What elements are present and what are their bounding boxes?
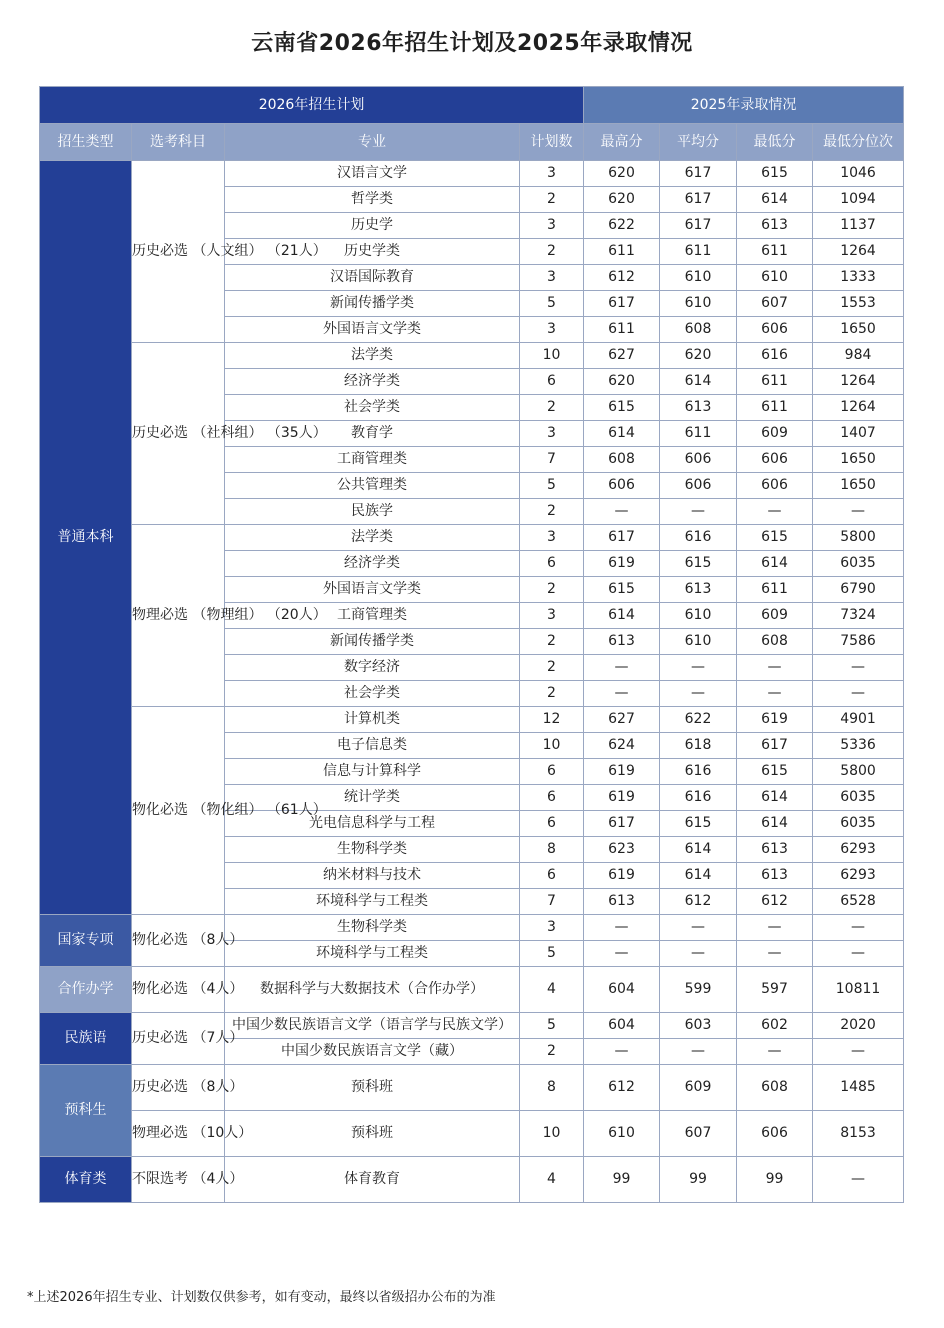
min-rank-cell: 5800: [813, 525, 904, 551]
max-score-cell: 613: [584, 629, 660, 655]
min-score-cell: 606: [737, 447, 813, 473]
min-score-cell: 614: [737, 811, 813, 837]
min-score-cell: —: [737, 1039, 813, 1065]
min-rank-cell: 1264: [813, 395, 904, 421]
plan-count-cell: 3: [520, 317, 584, 343]
min-rank-cell: 6035: [813, 811, 904, 837]
major-cell: 民族学: [225, 499, 520, 525]
min-score-cell: 611: [737, 369, 813, 395]
min-rank-cell: —: [813, 499, 904, 525]
plan-count-cell: 6: [520, 785, 584, 811]
min-rank-cell: 1650: [813, 447, 904, 473]
min-rank-cell: 6035: [813, 785, 904, 811]
avg-score-cell: 617: [660, 213, 737, 239]
min-score-cell: 612: [737, 889, 813, 915]
min-score-cell: 613: [737, 837, 813, 863]
max-score-cell: 614: [584, 421, 660, 447]
admission-type-cell: 民族语: [40, 1013, 132, 1065]
avg-score-cell: 616: [660, 785, 737, 811]
plan-count-cell: 6: [520, 551, 584, 577]
avg-score-cell: 617: [660, 161, 737, 187]
plan-count-cell: 10: [520, 343, 584, 369]
avg-score-cell: 612: [660, 889, 737, 915]
plan-count-cell: 7: [520, 447, 584, 473]
avg-score-cell: —: [660, 941, 737, 967]
min-rank-cell: —: [813, 655, 904, 681]
min-rank-cell: 1137: [813, 213, 904, 239]
table-row: [40, 707, 904, 733]
avg-score-cell: 617: [660, 187, 737, 213]
major-cell: 汉语国际教育: [225, 265, 520, 291]
table-row: [40, 343, 904, 369]
min-score-cell: 611: [737, 395, 813, 421]
subject-requirement-cell: 历史必选 （8人）: [132, 1065, 225, 1111]
avg-score-cell: 613: [660, 577, 737, 603]
avg-score-cell: 618: [660, 733, 737, 759]
table-row: [40, 967, 904, 1013]
plan-count-cell: 8: [520, 837, 584, 863]
major-cell: 体育教育: [225, 1157, 520, 1203]
min-rank-cell: 1650: [813, 317, 904, 343]
major-cell: 新闻传播学类: [225, 291, 520, 317]
plan-count-cell: 2: [520, 239, 584, 265]
min-rank-cell: 1485: [813, 1065, 904, 1111]
avg-score-column-header: 平均分: [660, 124, 737, 161]
table-row: [40, 1111, 904, 1157]
subject-requirement-cell: 历史必选 （社科组） （35人）: [132, 343, 225, 525]
avg-score-cell: 599: [660, 967, 737, 1013]
subject-requirement-cell: 历史必选 （7人）: [132, 1013, 225, 1065]
major-cell: 工商管理类: [225, 603, 520, 629]
plan-count-cell: 10: [520, 733, 584, 759]
min-score-cell: 609: [737, 421, 813, 447]
min-score-cell: 99: [737, 1157, 813, 1203]
avg-score-cell: —: [660, 915, 737, 941]
major-cell: 预科班: [225, 1111, 520, 1157]
table-row: [40, 525, 904, 551]
avg-score-cell: 611: [660, 239, 737, 265]
plan-count-cell: 10: [520, 1111, 584, 1157]
min-score-cell: 607: [737, 291, 813, 317]
plan-count-cell: 5: [520, 291, 584, 317]
avg-score-cell: 620: [660, 343, 737, 369]
table-row: [40, 915, 904, 941]
major-cell: 经济学类: [225, 369, 520, 395]
plan-count-cell: 6: [520, 369, 584, 395]
major-cell: 环境科学与工程类: [225, 941, 520, 967]
major-cell: 计算机类: [225, 707, 520, 733]
plan-band-header: 2026年招生计划: [40, 87, 584, 124]
min-score-cell: 606: [737, 473, 813, 499]
avg-score-cell: 615: [660, 551, 737, 577]
subject-requirement-cell: 不限选考 （4人）: [132, 1157, 225, 1203]
min-rank-cell: 7324: [813, 603, 904, 629]
min-score-cell: 614: [737, 785, 813, 811]
plan-count-cell: 5: [520, 473, 584, 499]
subject-requirement-cell: 物化必选 （4人）: [132, 967, 225, 1013]
min-rank-cell: 2020: [813, 1013, 904, 1039]
plan-count-cell: 6: [520, 863, 584, 889]
subject-column-header: 选考科目: [132, 124, 225, 161]
major-cell: 社会学类: [225, 395, 520, 421]
min-rank-cell: 8153: [813, 1111, 904, 1157]
max-score-cell: 617: [584, 525, 660, 551]
plan-count-column-header: 计划数: [520, 124, 584, 161]
max-score-cell: 612: [584, 1065, 660, 1111]
max-score-cell: 612: [584, 265, 660, 291]
plan-count-cell: 3: [520, 915, 584, 941]
min-rank-cell: 6035: [813, 551, 904, 577]
plan-count-cell: 2: [520, 577, 584, 603]
min-score-cell: 613: [737, 213, 813, 239]
admission-table: [39, 86, 904, 1203]
max-score-cell: —: [584, 681, 660, 707]
major-cell: 工商管理类: [225, 447, 520, 473]
avg-score-cell: 614: [660, 863, 737, 889]
max-score-cell: 611: [584, 317, 660, 343]
min-rank-cell: 6293: [813, 863, 904, 889]
avg-score-cell: 614: [660, 837, 737, 863]
avg-score-cell: 608: [660, 317, 737, 343]
max-score-cell: —: [584, 915, 660, 941]
avg-score-cell: —: [660, 681, 737, 707]
footnote: *上述2026年招生专业、计划数仅供参考，如有变动，最终以省级招办公布的为准: [27, 1290, 496, 1305]
max-score-cell: 610: [584, 1111, 660, 1157]
major-cell: 数据科学与大数据技术（合作办学）: [225, 967, 520, 1013]
plan-count-cell: 2: [520, 1039, 584, 1065]
major-cell: 生物科学类: [225, 837, 520, 863]
major-cell: 法学类: [225, 343, 520, 369]
subject-requirement-cell: 物理必选 （10人）: [132, 1111, 225, 1157]
max-score-cell: 627: [584, 707, 660, 733]
admission-type-cell: 合作办学: [40, 967, 132, 1013]
min-score-cell: 608: [737, 1065, 813, 1111]
max-score-cell: 617: [584, 291, 660, 317]
table-row: [40, 1157, 904, 1203]
plan-count-cell: 4: [520, 967, 584, 1013]
subject-requirement-cell: 物化必选 （物化组） （61人）: [132, 707, 225, 915]
avg-score-cell: 610: [660, 603, 737, 629]
max-score-cell: 606: [584, 473, 660, 499]
max-score-cell: —: [584, 941, 660, 967]
plan-count-cell: 2: [520, 395, 584, 421]
subject-requirement-cell: 物化必选 （8人）: [132, 915, 225, 967]
plan-count-cell: 2: [520, 655, 584, 681]
min-rank-cell: —: [813, 941, 904, 967]
min-score-cell: 615: [737, 161, 813, 187]
min-rank-cell: —: [813, 915, 904, 941]
avg-score-cell: —: [660, 1039, 737, 1065]
major-cell: 汉语言文学: [225, 161, 520, 187]
min-score-cell: —: [737, 655, 813, 681]
min-rank-cell: —: [813, 681, 904, 707]
plan-count-cell: 2: [520, 629, 584, 655]
min-rank-cell: 7586: [813, 629, 904, 655]
major-column-header: 专业: [225, 124, 520, 161]
plan-count-cell: 5: [520, 941, 584, 967]
admission-type-cell: 普通本科: [40, 161, 132, 915]
plan-count-cell: 3: [520, 265, 584, 291]
max-score-cell: 620: [584, 161, 660, 187]
major-cell: 法学类: [225, 525, 520, 551]
max-score-cell: 617: [584, 811, 660, 837]
major-cell: 统计学类: [225, 785, 520, 811]
min-score-cell: 608: [737, 629, 813, 655]
max-score-cell: 622: [584, 213, 660, 239]
major-cell: 纳米材料与技术: [225, 863, 520, 889]
major-cell: 外国语言文学类: [225, 317, 520, 343]
plan-count-cell: 4: [520, 1157, 584, 1203]
avg-score-cell: 607: [660, 1111, 737, 1157]
min-rank-cell: 6293: [813, 837, 904, 863]
max-score-cell: 614: [584, 603, 660, 629]
major-cell: 社会学类: [225, 681, 520, 707]
admission-type-cell: 体育类: [40, 1157, 132, 1203]
min-score-cell: —: [737, 941, 813, 967]
avg-score-cell: 610: [660, 629, 737, 655]
plan-count-cell: 2: [520, 681, 584, 707]
max-score-cell: 619: [584, 863, 660, 889]
max-score-cell: 604: [584, 967, 660, 1013]
admission-type-cell: 预科生: [40, 1065, 132, 1157]
plan-count-cell: 2: [520, 187, 584, 213]
plan-count-cell: 3: [520, 603, 584, 629]
min-rank-cell: 1264: [813, 369, 904, 395]
max-score-cell: 99: [584, 1157, 660, 1203]
min-rank-cell: —: [813, 1157, 904, 1203]
max-score-cell: 615: [584, 577, 660, 603]
avg-score-cell: 616: [660, 759, 737, 785]
plan-count-cell: 12: [520, 707, 584, 733]
min-rank-cell: 1553: [813, 291, 904, 317]
min-rank-cell: 1046: [813, 161, 904, 187]
max-score-cell: 604: [584, 1013, 660, 1039]
max-score-cell: 620: [584, 187, 660, 213]
max-score-cell: 624: [584, 733, 660, 759]
avg-score-cell: 615: [660, 811, 737, 837]
avg-score-cell: 606: [660, 473, 737, 499]
major-cell: 环境科学与工程类: [225, 889, 520, 915]
major-cell: 新闻传播学类: [225, 629, 520, 655]
major-cell: 生物科学类: [225, 915, 520, 941]
plan-count-cell: 8: [520, 1065, 584, 1111]
plan-count-cell: 7: [520, 889, 584, 915]
plan-count-cell: 6: [520, 811, 584, 837]
min-score-cell: 610: [737, 265, 813, 291]
max-score-cell: —: [584, 655, 660, 681]
min-score-cell: 614: [737, 187, 813, 213]
min-rank-cell: 6790: [813, 577, 904, 603]
min-score-cell: —: [737, 915, 813, 941]
avg-score-cell: 610: [660, 291, 737, 317]
max-score-cell: 619: [584, 759, 660, 785]
min-rank-cell: 5336: [813, 733, 904, 759]
major-cell: 光电信息科学与工程: [225, 811, 520, 837]
min-rank-cell: 4901: [813, 707, 904, 733]
min-rank-cell: 1407: [813, 421, 904, 447]
major-cell: 外国语言文学类: [225, 577, 520, 603]
min-score-cell: 614: [737, 551, 813, 577]
min-score-cell: 597: [737, 967, 813, 1013]
major-cell: 电子信息类: [225, 733, 520, 759]
avg-score-cell: 606: [660, 447, 737, 473]
major-cell: 中国少数民族语言文学（语言学与民族文学）: [225, 1013, 520, 1039]
plan-count-cell: 2: [520, 499, 584, 525]
major-cell: 历史学: [225, 213, 520, 239]
min-score-cell: —: [737, 499, 813, 525]
min-rank-cell: 1650: [813, 473, 904, 499]
max-score-cell: 608: [584, 447, 660, 473]
min-score-cell: 606: [737, 1111, 813, 1157]
avg-score-cell: 610: [660, 265, 737, 291]
min-rank-cell: 1264: [813, 239, 904, 265]
major-cell: 数字经济: [225, 655, 520, 681]
max-score-cell: 623: [584, 837, 660, 863]
max-score-column-header: 最高分: [584, 124, 660, 161]
max-score-cell: —: [584, 1039, 660, 1065]
min-score-cell: 616: [737, 343, 813, 369]
min-rank-cell: 1094: [813, 187, 904, 213]
admission-band-header: 2025年录取情况: [584, 87, 904, 124]
min-score-cell: 615: [737, 525, 813, 551]
min-score-cell: 615: [737, 759, 813, 785]
min-score-cell: 606: [737, 317, 813, 343]
max-score-cell: 627: [584, 343, 660, 369]
min-score-cell: 617: [737, 733, 813, 759]
max-score-cell: 619: [584, 785, 660, 811]
avg-score-cell: 614: [660, 369, 737, 395]
major-cell: 预科班: [225, 1065, 520, 1111]
avg-score-cell: 613: [660, 395, 737, 421]
major-cell: 经济学类: [225, 551, 520, 577]
major-cell: 中国少数民族语言文学（藏）: [225, 1039, 520, 1065]
min-score-column-header: 最低分: [737, 124, 813, 161]
avg-score-cell: 611: [660, 421, 737, 447]
plan-count-cell: 3: [520, 525, 584, 551]
plan-count-cell: 5: [520, 1013, 584, 1039]
max-score-cell: 615: [584, 395, 660, 421]
min-score-cell: 611: [737, 239, 813, 265]
subject-requirement-cell: 历史必选 （人文组） （21人）: [132, 161, 225, 343]
page-title: 云南省2026年招生计划及2025年录取情况: [251, 31, 693, 56]
plan-count-cell: 3: [520, 213, 584, 239]
min-rank-cell: 10811: [813, 967, 904, 1013]
plan-count-cell: 3: [520, 421, 584, 447]
max-score-cell: 619: [584, 551, 660, 577]
min-score-cell: 613: [737, 863, 813, 889]
min-rank-column-header: 最低分位次: [813, 124, 904, 161]
min-rank-cell: 5800: [813, 759, 904, 785]
min-score-cell: 611: [737, 577, 813, 603]
avg-score-cell: 616: [660, 525, 737, 551]
max-score-cell: 620: [584, 369, 660, 395]
avg-score-cell: —: [660, 499, 737, 525]
max-score-cell: —: [584, 499, 660, 525]
admission-type-cell: 国家专项: [40, 915, 132, 967]
min-rank-cell: 6528: [813, 889, 904, 915]
subject-requirement-cell: 物理必选 （物理组） （20人）: [132, 525, 225, 707]
min-rank-cell: 984: [813, 343, 904, 369]
table-row: [40, 161, 904, 187]
major-cell: 公共管理类: [225, 473, 520, 499]
min-rank-cell: —: [813, 1039, 904, 1065]
min-score-cell: 602: [737, 1013, 813, 1039]
max-score-cell: 613: [584, 889, 660, 915]
major-cell: 教育学: [225, 421, 520, 447]
major-cell: 哲学类: [225, 187, 520, 213]
avg-score-cell: 609: [660, 1065, 737, 1111]
plan-count-cell: 6: [520, 759, 584, 785]
plan-count-cell: 3: [520, 161, 584, 187]
type-column-header: 招生类型: [40, 124, 132, 161]
table-row: [40, 1065, 904, 1111]
table-row: [40, 1013, 904, 1039]
major-cell: 信息与计算科学: [225, 759, 520, 785]
max-score-cell: 611: [584, 239, 660, 265]
avg-score-cell: 99: [660, 1157, 737, 1203]
min-score-cell: —: [737, 681, 813, 707]
avg-score-cell: 622: [660, 707, 737, 733]
min-score-cell: 619: [737, 707, 813, 733]
min-rank-cell: 1333: [813, 265, 904, 291]
avg-score-cell: 603: [660, 1013, 737, 1039]
major-cell: 历史学类: [225, 239, 520, 265]
min-score-cell: 609: [737, 603, 813, 629]
avg-score-cell: —: [660, 655, 737, 681]
